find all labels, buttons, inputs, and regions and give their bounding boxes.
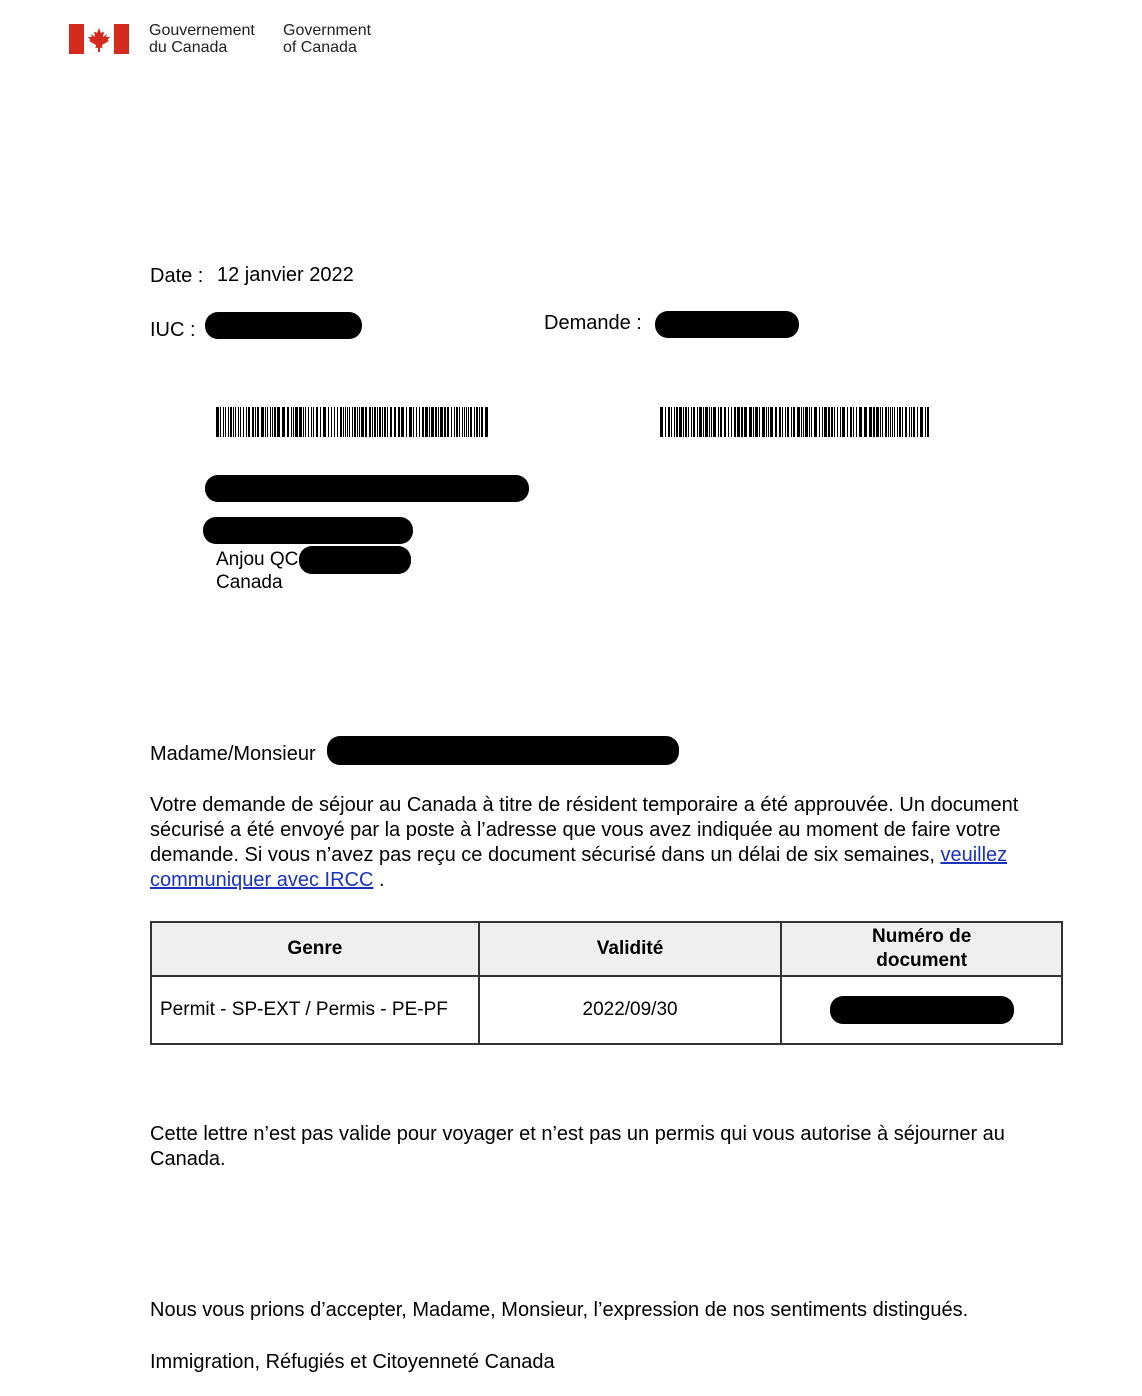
table-header-row (151, 922, 1062, 976)
barcode-bar (429, 407, 430, 437)
barcode-bar (464, 407, 465, 437)
barcode-bar (679, 407, 682, 437)
barcode-bar (713, 407, 716, 437)
barcode-bar (711, 407, 712, 437)
barcode-bar (337, 407, 338, 437)
barcode-bar (459, 407, 460, 437)
barcode-bar (892, 407, 893, 437)
iuc-redaction (205, 312, 362, 339)
barcode-bar (925, 407, 926, 437)
barcode-bar (779, 407, 781, 437)
barcode-bar (349, 407, 350, 437)
iuc-barcode (216, 407, 488, 437)
barcode-bar (920, 407, 923, 437)
barcode-bar (466, 407, 467, 437)
barcode-bar (759, 407, 760, 437)
barcode-bar (697, 407, 698, 437)
barcode-bar (225, 407, 226, 437)
barcode-bar (814, 407, 817, 437)
barcode-bar (793, 407, 795, 437)
barcode-bar (240, 407, 241, 437)
barcode-bar (379, 407, 381, 437)
body-paragraph (150, 793, 1050, 893)
barcode-bar (331, 407, 332, 437)
barcode-bar (303, 407, 304, 437)
barcode-bar (782, 407, 783, 437)
demande-label: Demande : (544, 312, 642, 334)
barcode-bar (320, 407, 321, 437)
barcode-bar (762, 407, 765, 437)
barcode-bar (688, 407, 689, 437)
barcode-bar (770, 407, 773, 437)
barcode-bar (809, 407, 810, 437)
barcode-bar (899, 407, 901, 437)
header-numero: Numéro de document (781, 922, 1062, 976)
barcode-bar (384, 407, 386, 437)
barcode-bar (834, 407, 835, 437)
barcode-bar (674, 407, 675, 437)
barcode-bar (270, 407, 271, 437)
barcode-bar (791, 407, 792, 437)
cell-numero (781, 976, 1062, 1044)
salutation: Madame/Monsieur (150, 743, 316, 765)
barcode-bar (372, 407, 373, 437)
barcode-bar (909, 407, 910, 437)
barcode-bar (819, 407, 820, 437)
barcode-bar (744, 407, 747, 437)
barcode-bar (401, 407, 404, 437)
barcode-bar (913, 407, 915, 437)
barcode-bar (328, 407, 329, 437)
barcode-bar (731, 407, 732, 437)
barcode-bar (345, 407, 346, 437)
barcode-bar (272, 407, 273, 437)
barcode-bar (233, 407, 234, 437)
barcode-bar (361, 407, 364, 437)
barcode-bar (334, 407, 335, 437)
barcode-bar (246, 407, 247, 437)
barcode-bar (308, 407, 309, 437)
barcode-bar (741, 407, 743, 437)
barcode-bar (837, 407, 838, 437)
barcode-bar (882, 407, 883, 437)
postal-code-redaction (299, 546, 411, 574)
barcode-bar (709, 407, 710, 437)
address-city: Anjou QC (216, 549, 299, 570)
barcode-bar (451, 407, 452, 437)
barcode-bar (668, 407, 670, 437)
barcode-bar (454, 407, 455, 437)
barcode-bar (470, 407, 472, 437)
address-line1-redaction (205, 475, 529, 502)
barcode-bar (252, 407, 254, 437)
barcode-bar (676, 407, 678, 437)
barcode-bar (876, 407, 879, 437)
barcode-bar (766, 407, 767, 437)
cell-validite: 2022/09/30 (479, 976, 782, 1044)
barcode-bar (431, 407, 434, 437)
barcode-bar (811, 407, 812, 437)
barcode-bar (438, 407, 439, 437)
barcode-bar (703, 407, 704, 437)
barcode-bar (911, 407, 912, 437)
document-table (150, 921, 1063, 1045)
barcode-bar (347, 407, 348, 437)
barcode-bar (311, 407, 312, 437)
barcode-bar (885, 407, 887, 437)
barcode-bar (880, 407, 881, 437)
closing-paragraph: Nous vous prions d’accepter, Madame, Monsieur, l’expression de nos sentiments distingués. (150, 1299, 969, 1321)
notice-paragraph: Cette lettre n’est pas valide pour voyager et n’est pas un permis qui vous autorise à séjourner au Canada. (150, 1123, 1005, 1170)
barcode-bar (267, 407, 268, 437)
barcode-bar (805, 407, 808, 437)
barcode-bar (840, 407, 841, 437)
barcode-bar (787, 407, 789, 437)
barcode-bar (305, 407, 306, 437)
barcode-bar (248, 407, 250, 437)
header-genre: Genre (151, 922, 479, 976)
barcode-bar (671, 407, 672, 437)
barcode-bar (255, 407, 256, 437)
barcode-bar (474, 407, 475, 437)
barcode-bar (797, 407, 800, 437)
barcode-bar (479, 407, 480, 437)
barcode-bar (354, 407, 356, 437)
barcode-bar (216, 407, 219, 437)
barcode-bar (869, 407, 872, 437)
barcode-bar (316, 407, 318, 437)
barcode-bar (737, 407, 740, 437)
barcode-bar (435, 407, 437, 437)
barcode-bar (419, 407, 420, 437)
barcode-bar (749, 407, 752, 437)
barcode-bar (257, 407, 259, 437)
barcode-bar (277, 407, 280, 437)
barcode-bar (462, 407, 463, 437)
barcode-bar (425, 407, 428, 437)
barcode-bar (359, 407, 360, 437)
barcode-bar (343, 407, 344, 437)
barcode-bar (801, 407, 802, 437)
barcode-bar (265, 407, 266, 437)
barcode-bar (853, 407, 854, 437)
barcode-bar (223, 407, 224, 437)
barcode-bar (888, 407, 889, 437)
table-row (151, 976, 1062, 1044)
signature-en (283, 22, 371, 56)
barcode-bar (905, 407, 907, 437)
header-validite: Validité (479, 922, 782, 976)
barcode-bar (295, 407, 298, 437)
canada-flag-icon (69, 24, 129, 54)
contact-ircc-link[interactable]: veuillez communiquer avec IRCC (150, 844, 1008, 891)
barcode-bar (897, 407, 898, 437)
barcode-bar (243, 407, 244, 437)
barcode-bar (409, 407, 412, 437)
barcode-bar (230, 407, 232, 437)
barcode-bar (340, 407, 342, 437)
date-label: Date : (150, 265, 204, 287)
barcode-bar (660, 407, 663, 437)
barcode-bar (291, 407, 292, 437)
document-number-redaction (830, 996, 1014, 1024)
name-redaction (327, 736, 679, 765)
barcode-bar (481, 407, 483, 437)
barcode-bar (374, 407, 376, 437)
barcode-bar (728, 407, 729, 437)
signature-fr-line2: du Canada (149, 39, 228, 56)
barcode-bar (724, 407, 726, 437)
barcode-bar (755, 407, 758, 437)
barcode-bar (822, 407, 823, 437)
barcode-bar (447, 407, 449, 437)
barcode-bar (468, 407, 469, 437)
barcode-bar (238, 407, 239, 437)
barcode-bar (287, 407, 289, 437)
barcode-bar (917, 407, 918, 437)
barcode-bar (422, 407, 424, 437)
cell-genre: Permit - SP-EXT / Permis - PE-PF (151, 976, 479, 1044)
barcode-bar (768, 407, 769, 437)
barcode-bar (856, 407, 857, 437)
barcode-bar (352, 407, 353, 437)
barcode-bar (390, 407, 392, 437)
barcode-bar (831, 407, 833, 437)
barcode-bar (228, 407, 229, 437)
barcode-bar (894, 407, 895, 437)
barcode-bar (274, 407, 276, 437)
barcode-bar (873, 407, 875, 437)
barcode-bar (406, 407, 407, 437)
date-value: 12 janvier 2022 (217, 264, 354, 286)
barcode-bar (293, 407, 294, 437)
barcode-bar (357, 407, 358, 437)
barcode-bar (485, 407, 488, 437)
barcode-bar (299, 407, 302, 437)
barcode-bar (416, 407, 417, 437)
barcode-bar (705, 407, 708, 437)
demande-redaction (655, 311, 799, 338)
barcode-bar (847, 407, 848, 437)
body-text: Votre demande de séjour au Canada à titre de résident temporaire a été approuvée. Un document sécurisé a été envoyé par la poste à l’adresse que vous avez indiquée au moment de faire votre demande. Si vous n’avez pas reçu ce document sécurisé dans un délai de six semaines, (150, 794, 1019, 866)
barcode-bar (394, 407, 396, 437)
barcode-bar (890, 407, 891, 437)
barcode-bar (398, 407, 400, 437)
barcode-bar (377, 407, 378, 437)
barcode-bar (282, 407, 285, 437)
barcode-bar (261, 407, 264, 437)
barcode-bar (850, 407, 852, 437)
barcode-bar (718, 407, 719, 437)
barcode-bar (859, 407, 862, 437)
barcode-bar (476, 407, 478, 437)
barcode-bar (720, 407, 722, 437)
barcode-bar (382, 407, 383, 437)
barcode-bar (683, 407, 684, 437)
barcode-bar (440, 407, 443, 437)
barcode-bar (413, 407, 414, 437)
barcode-bar (902, 407, 903, 437)
barcode-bar (842, 407, 845, 437)
demande-barcode (660, 407, 932, 437)
barcode-bar (864, 407, 867, 437)
barcode-bar (444, 407, 446, 437)
barcode-bar (685, 407, 687, 437)
barcode-bar (753, 407, 754, 437)
iuc-label: IUC : (150, 319, 196, 341)
barcode-bar (365, 407, 367, 437)
barcode-bar (927, 407, 929, 437)
body-text-end: . (373, 869, 385, 891)
signature-en-line2: of Canada (283, 39, 357, 56)
signature-fr-line1: Gouvernement (149, 22, 255, 39)
signature-en-line1: Government (283, 22, 372, 39)
barcode-bar (828, 407, 830, 437)
barcode-bar (369, 407, 371, 437)
barcode-bar (775, 407, 777, 437)
barcode-bar (824, 407, 827, 437)
barcode-bar (693, 407, 695, 437)
barcode-bar (235, 407, 236, 437)
barcode-bar (699, 407, 702, 437)
barcode-bar (803, 407, 804, 437)
address-country: Canada (216, 572, 283, 593)
signature-line: Immigration, Réfugiés et Citoyenneté Canada (150, 1351, 555, 1373)
barcode-bar (691, 407, 692, 437)
barcode-bar (734, 407, 736, 437)
barcode-bar (785, 407, 786, 437)
signature-fr (149, 22, 255, 56)
barcode-bar (220, 407, 221, 437)
barcode-bar (387, 407, 388, 437)
address-line2-redaction (203, 517, 413, 544)
barcode-bar (323, 407, 326, 437)
barcode-bar (313, 407, 314, 437)
barcode-bar (456, 407, 458, 437)
barcode-bar (665, 407, 666, 437)
